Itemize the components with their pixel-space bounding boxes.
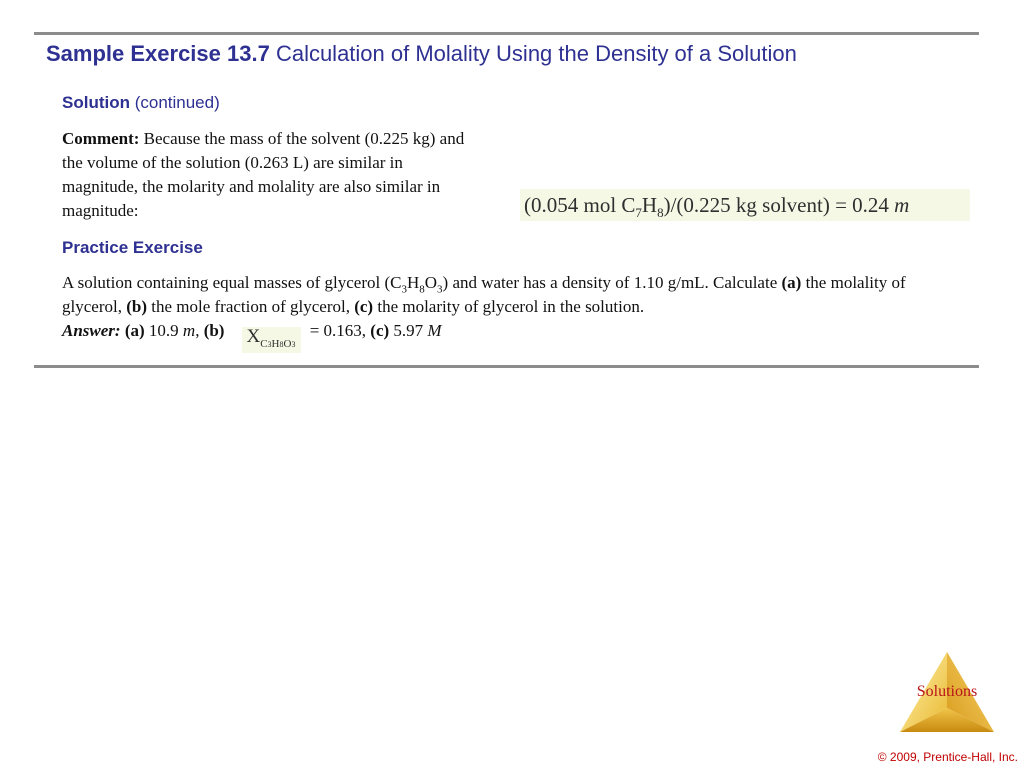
chi-subscript: C [260,337,268,350]
formula-subscript: 3 [437,283,443,296]
chi-symbol: X [246,326,261,347]
solutions-pyramid-logo [897,650,997,740]
title-exercise-number: Sample Exercise 13.7 [46,41,270,66]
chi-subscript-number: 3 [291,339,296,349]
equation-unit: m [894,193,910,217]
chi-subscript: O [283,337,292,350]
part-c-label: (c) [354,297,374,316]
answer-c-value: 5.97 [389,321,428,340]
page-title [46,41,797,67]
top-divider [34,32,979,35]
formula-subscript: 8 [419,283,425,296]
equation-part: (0.054 mol C [524,193,636,217]
answer-label: Answer: [62,321,121,340]
equation-subscript: 8 [657,205,664,221]
practice-exercise-heading: Practice Exercise [62,238,203,257]
practice-text: the molality of glycerol, [62,273,906,316]
answer-c-unit: M [427,321,442,340]
answer-c-label: (c) [370,321,390,340]
solution-label: Solution [62,93,130,112]
chi-subscript-number: 3 [267,339,272,349]
answer-b-value: = 0.163, [305,321,371,340]
answer-a-value: 10.9 [144,321,183,340]
title-topic: Calculation of Molality Using the Density of a Solution [269,41,797,66]
practice-text: H [406,273,420,292]
comment-paragraph [62,127,482,223]
practice-text: O [424,273,438,292]
part-a-label: (a) [781,273,802,292]
chi-subscript-number: 8 [279,339,284,349]
formula-subscript: 3 [401,283,407,296]
comment-label: Comment: [62,129,140,148]
answer-separator: , [195,321,204,340]
equation-part: )/(0.225 kg solvent) = 0.24 [663,193,895,217]
copyright-footer: © 2009, Prentice-Hall, Inc. [877,750,1018,764]
chi-subscript: H [271,337,280,350]
practice-text: the molarity of glycerol in the solution. [373,297,645,316]
answer-b-label: (b) [203,321,225,340]
practice-exercise-text [62,271,952,353]
practice-text: the mole fraction of glycerol, [146,297,355,316]
answer-a-label: (a) [124,321,145,340]
equation-subscript: 7 [635,205,642,221]
bottom-divider [34,365,979,368]
logo-label: Solutions [916,683,978,700]
answer-a-unit: m [182,321,196,340]
solution-heading [62,93,220,113]
comment-text: Because the mass of the solvent (0.225 kg) and the volume of the solution (0.263 L) are similar in magnitude, the molarity and molality are also similar in magnitude: [62,129,465,220]
solution-continued-label: (continued) [129,93,220,112]
practice-text: A solution containing equal masses of glycerol (C [62,273,402,292]
equation-part: H [641,193,658,217]
answer-line [62,321,442,350]
molality-equation [520,189,970,221]
mole-fraction-symbol [242,327,301,353]
part-b-label: (b) [126,297,147,316]
practice-text: ) and water has a density of 1.10 g/mL. Calculate [442,273,782,292]
